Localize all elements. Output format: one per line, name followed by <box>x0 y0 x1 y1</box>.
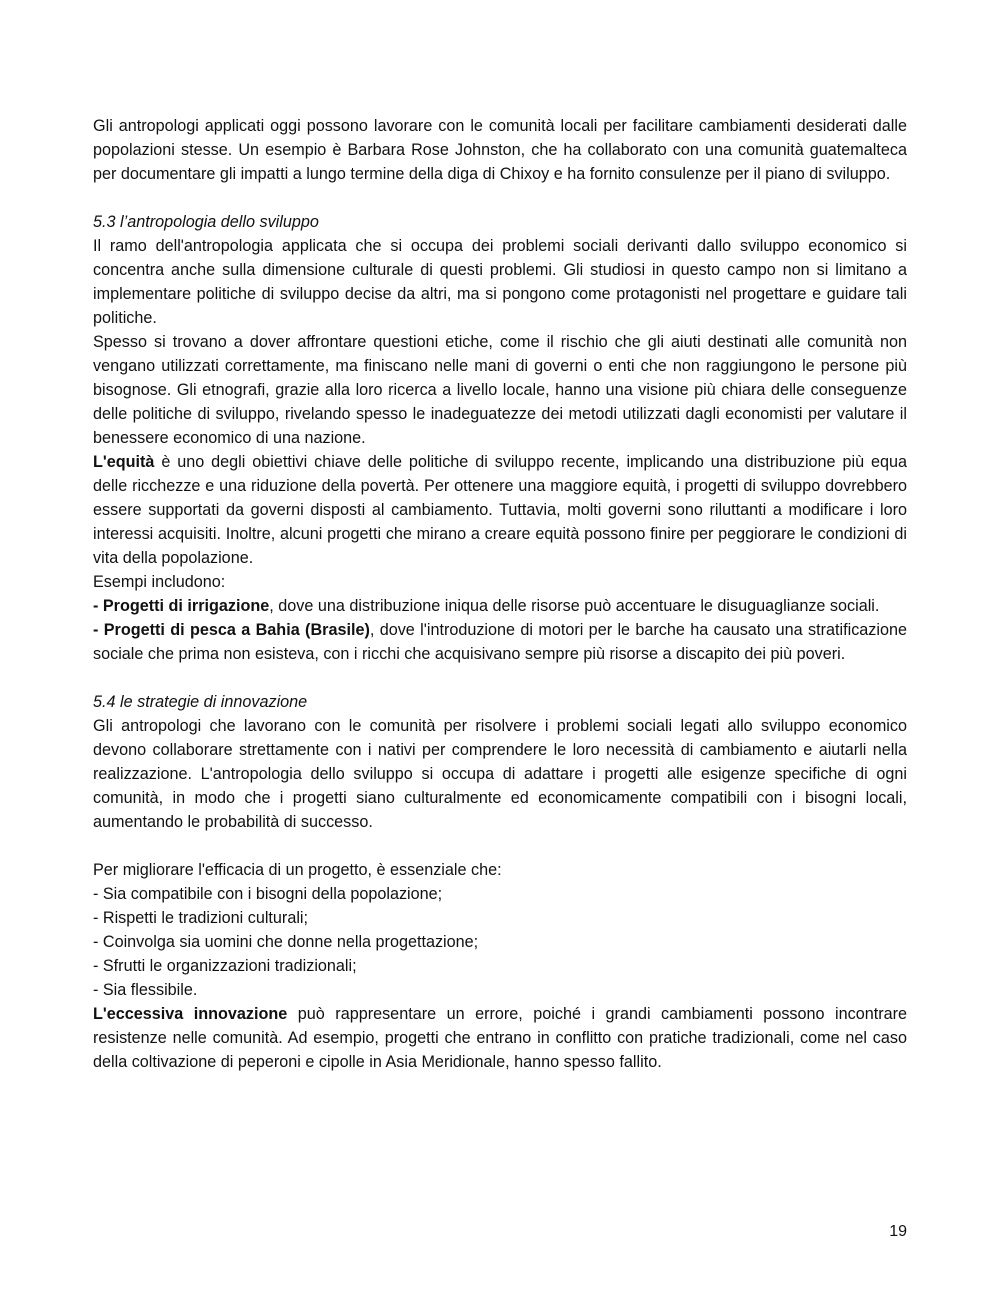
document-page <box>93 114 907 1074</box>
section-heading-5-3: 5.3 l’antropologia dello sviluppo <box>93 213 319 231</box>
list-item: - Coinvolga sia uomini che donne nella progettazione; <box>93 933 479 951</box>
section-heading-5-4: 5.4 le strategie di innovazione <box>93 693 308 711</box>
intro-paragraph: Gli antropologi applicati oggi possono lavorare con le comunità locali per facilitare cambiamenti desiderati dalle popolazioni stesse. Un esempio è Barbara Rose Johnston, che ha collaborato con una comunità guatemalteca per documentare gli impatti a lungo termine della diga di Chixoy e ha fornito consulenze per il piano di sviluppo. <box>93 117 907 183</box>
paragraph-text: può rappresentare un errore, poiché i grandi cambiamenti possono incontrare resistenze nelle comunità. Ad esempio, progetti che entrano in conflitto con pratiche tradizionali, come nel caso della coltivazione di peperoni e cipolle in Asia Meridionale, hanno spesso fallito. <box>93 1005 907 1071</box>
bold-term: L'eccessiva innovazione <box>93 1005 288 1023</box>
list-intro: Per migliorare l'efficacia di un progetto, è essenziale che: <box>93 861 502 879</box>
paragraph: Spesso si trovano a dover affrontare questioni etiche, come il rischio che gli aiuti destinati alle comunità non vengano utilizzati correttamente, ma finiscano nelle mani di governi o enti che non raggiungono le persone più bisognose. Gli etnografi, grazie alla loro ricerca a livello locale, hanno una visione più chiara delle conseguenze delle politiche di sviluppo, rivelando spesso le inadeguatezze dei metodi utilizzati dagli economisti per valutare il benessere economico di una nazione. <box>93 333 907 447</box>
paragraph: Il ramo dell'antropologia applicata che si occupa dei problemi sociali derivanti dallo sviluppo economico si concentra anche sulla dimensione culturale di questi problemi. Gli studiosi in questo campo non si limitano a implementare politiche di sviluppo decise da altri, ma si pongono come protagonisti nel progettare e guidare tali politiche. <box>93 237 907 327</box>
bold-term: - Progetti di irrigazione <box>93 597 270 615</box>
example-text: , dove l'introduzione di motori per le barche ha causato una stratificazione sociale che prima non esisteva, con i ricchi che acquisivano sempre più risorse a discapito dei più poveri. <box>93 621 907 663</box>
bold-term: L'equità <box>93 453 155 471</box>
spacer <box>93 666 907 690</box>
bold-term: - Progetti di pesca a Bahia (Brasile) <box>93 621 370 639</box>
paragraph-innovation <box>93 1002 907 1074</box>
examples-intro: Esempi includono: <box>93 573 226 591</box>
list-item: - Rispetti le tradizioni culturali; <box>93 909 309 927</box>
paragraph-equity <box>93 450 907 570</box>
list-item: - Sfrutti le organizzazioni tradizionali; <box>93 957 357 975</box>
page-number: 19 <box>889 1223 907 1240</box>
paragraph: Gli antropologi che lavorano con le comunità per risolvere i problemi sociali legati allo sviluppo economico devono collaborare strettamente con i nativi per comprendere le loro necessità di cambiamento e aiutarli nella realizzazione. L'antropologia dello sviluppo si occupa di adattare i progetti alle esigenze specifiche di ogni comunità, in modo che i progetti siano culturalmente ed economicamente compatibili con i bisogni locali, aumentando le probabilità di successo. <box>93 717 907 831</box>
example-text: , dove una distribuzione iniqua delle risorse può accentuare le disuguaglianze sociali. <box>269 597 880 615</box>
list-item: - Sia compatibile con i bisogni della popolazione; <box>93 885 443 903</box>
example-item <box>93 618 907 666</box>
paragraph-text: è uno degli obiettivi chiave delle politiche di sviluppo recente, implicando una distribuzione più equa delle ricchezze e una riduzione della povertà. Per ottenere una maggiore equità, i progetti di sviluppo dovrebbero essere supportati da governi disposti al cambiamento. Tuttavia, molti governi sono riluttanti a modificare i loro interessi acquisiti. Inoltre, alcuni progetti che mirano a creare equità possono finire per peggiorare le condizioni di vita della popolazione. <box>93 453 907 567</box>
spacer <box>93 834 907 858</box>
list-item: - Sia flessibile. <box>93 981 198 999</box>
spacer <box>93 186 907 210</box>
example-item <box>93 594 907 618</box>
